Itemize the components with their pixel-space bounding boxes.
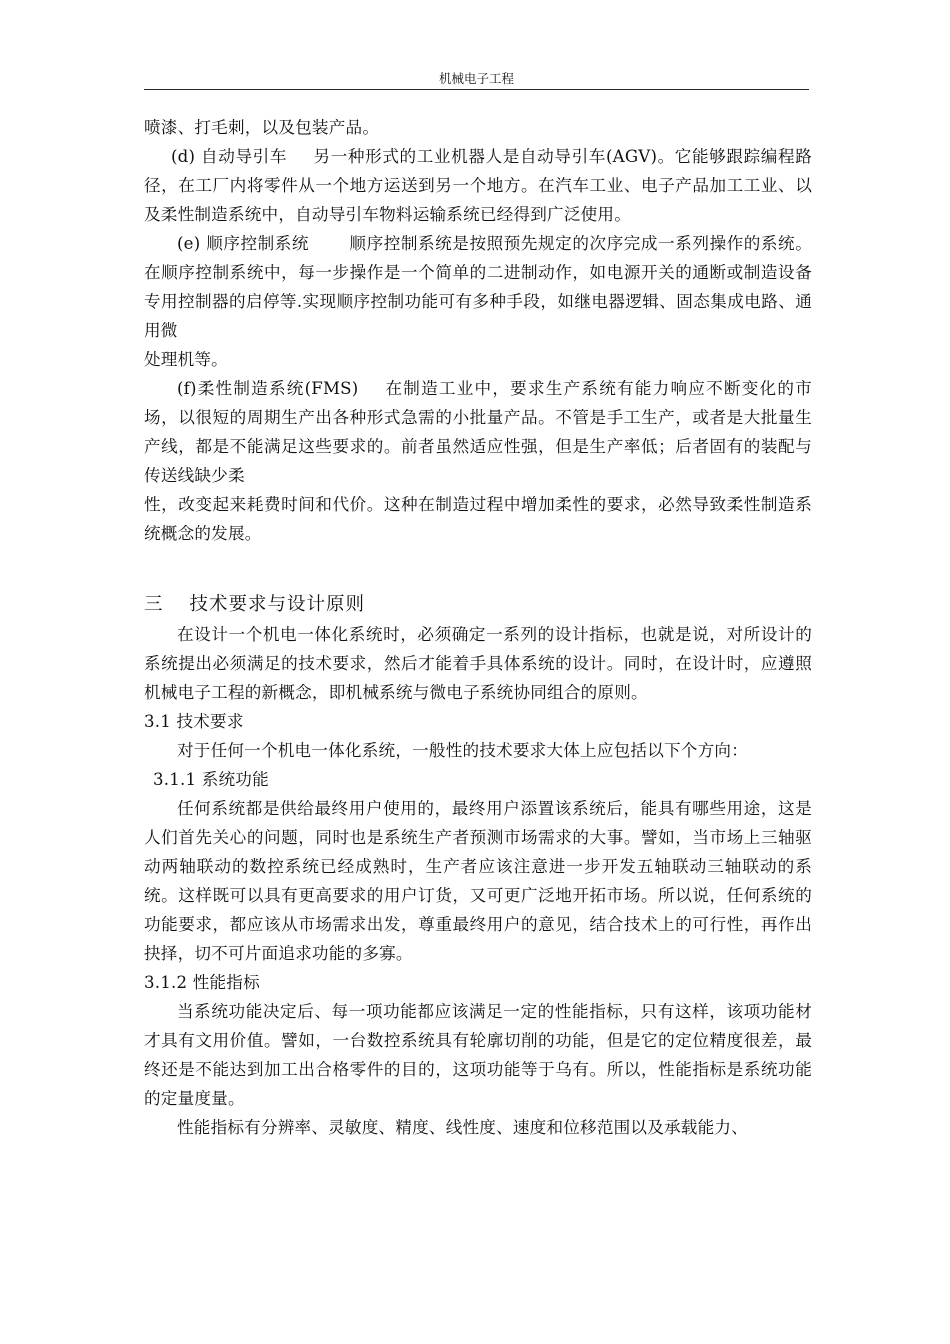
- paragraph: 任何系统都是供给最终用户使用的，最终用户添置该系统后，能具有哪些用途，这是人们首先关心的问题，同时也是系统生产者预测市场需求的大事。譬如，当市场上三轴驱动两轴联动的数控系统已经成熟时，生产者应该注意进一步开发五轴联动三轴联动的系统。这样既可以具有更高要求的用户订货，又可更广泛地开拓市场。所以说，任何系统的功能要求，都应该从市场需求出发，尊重最终用户的意见，结合技术上的可行性，再作出抉择，切不可片面追求功能的多寡。: [144, 799, 812, 963]
- paragraph-continuation: 处理机等。: [144, 350, 228, 369]
- item-label-sequence-control: (e) 顺序控制系统: [177, 234, 310, 253]
- header-title: 机械电子工程: [438, 71, 514, 86]
- item-label-fms: (f)柔性制造系统(FMS): [177, 379, 359, 398]
- page-header: [144, 70, 809, 90]
- subheading-3-1-2: 3.1.2 性能指标: [144, 973, 260, 992]
- subheading-3-1-1: 3.1.1 系统功能: [153, 770, 269, 789]
- item-text-fms: 在制造工业中，要求生产系统有能力响应不断变化的市场，以很短的周期生产出各种形式急需的小批量产品。不管是手工生产，或者是大批量生产线，都是不能满足这些要求的。前者虽然适应性强，但是生产率低；后者固有的装配与传送线缺少柔: [144, 379, 812, 485]
- paragraph: 当系统功能决定后、每一项功能都应该满足一定的性能指标，只有这样，该项功能材才具有文用价值。譬如，一台数控系统具有轮廓切削的功能，但是它的定位精度很差，最终还是不能达到加工出合格零件的目的，这项功能等于乌有。所以，性能指标是系统功能的定量度量。: [144, 1002, 812, 1108]
- section-title: 技术要求与设计原则: [189, 594, 366, 615]
- paragraph: 在设计一个机电一体化系统时，必须确定一系列的设计指标，也就是说，对所设计的系统提出必须满足的技术要求，然后才能着手具体系统的设计。同时，在设计时，应遵照机械电子工程的新概念，即机械系统与微电子系统协同组合的原则。: [144, 625, 812, 702]
- section-heading: [144, 590, 812, 620]
- paragraph-fms: [144, 374, 812, 490]
- item-label-agv: (d) 自动导引车: [171, 147, 288, 166]
- paragraph: 喷漆、打毛刺，以及包装产品。: [144, 118, 380, 137]
- paragraph-agv: [144, 142, 812, 229]
- paragraph: 对于任何一个机电一体化系统，一般性的技术要求大体上应包括以下个方向：: [177, 741, 748, 760]
- item-text-agv: 另一种形式的工业机器人是自动导引车(AGV)。它能够跟踪编程路径，在工厂内将零件从一个地方运送到另一个地方。在汽车工业、电子产品加工工业、以及柔性制造系统中，自动导引车物料运输系统已经得到广泛使用。: [144, 147, 812, 224]
- document-body: [144, 113, 812, 1142]
- paragraph-continuation: 性，改变起来耗费时间和代价。这种在制造过程中增加柔性的要求，必然导致柔性制造系统概念的发展。: [144, 495, 812, 543]
- paragraph-sequence-control: [144, 229, 812, 345]
- paragraph: 性能指标有分辨率、灵敏度、精度、线性度、速度和位移范围以及承载能力、: [177, 1118, 748, 1137]
- item-text-sequence-control: 顺序控制系统是按照预先规定的次序完成一系列操作的系统。在顺序控制系统中，每一步操作是一个简单的二进制动作，如电源开关的通断或制造设备专用控制器的启停等.实现顺序控制功能可有多种手段，如继电器逻辑、固态集成电路、通用微: [144, 234, 812, 340]
- spacer: [144, 548, 812, 590]
- subheading-3-1: 3.1 技术要求: [144, 712, 244, 731]
- section-number: 三: [144, 594, 164, 615]
